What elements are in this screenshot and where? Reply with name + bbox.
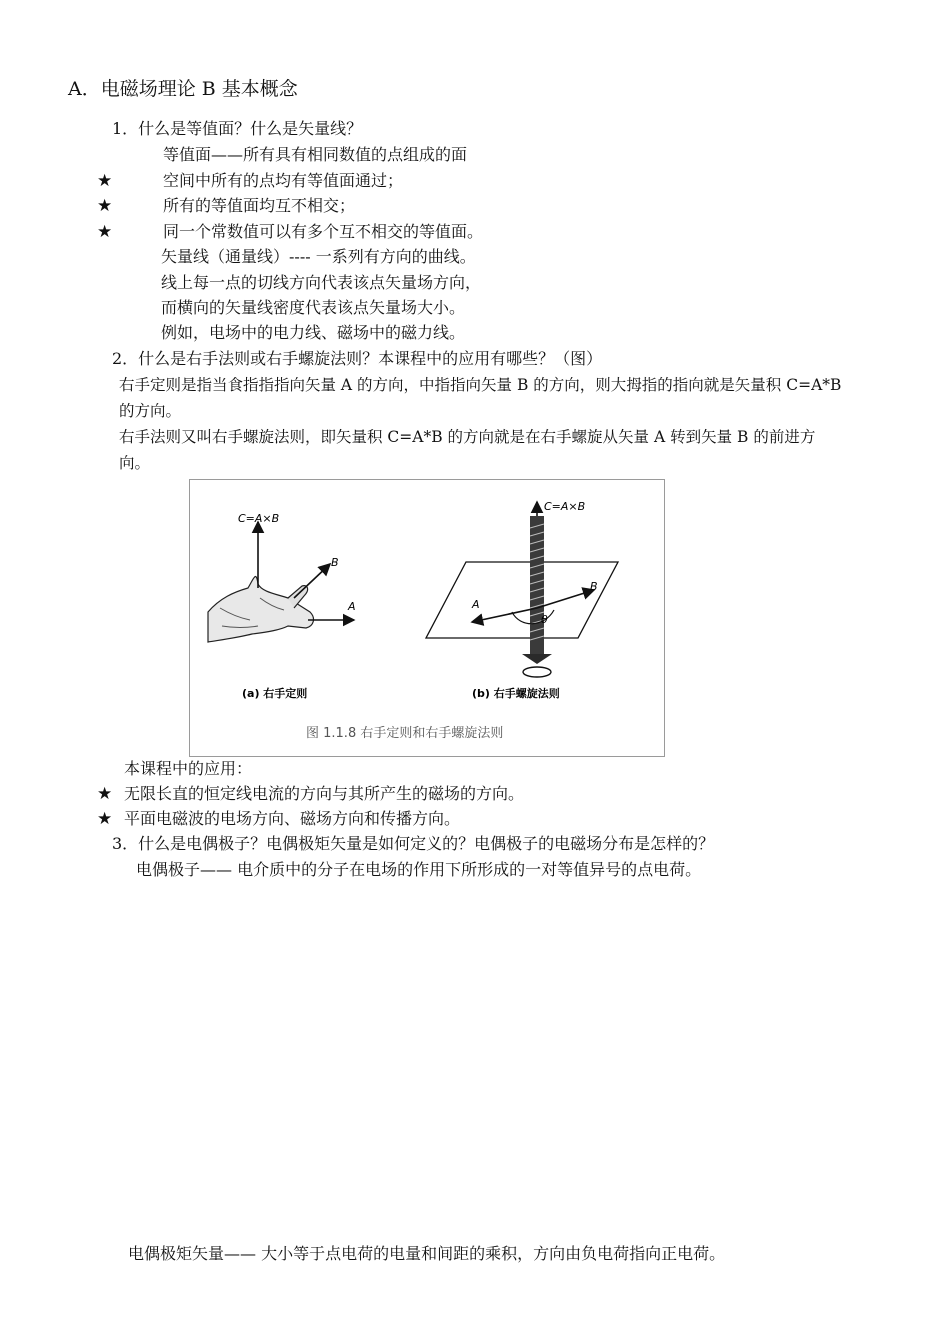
left-vector-b-arrow bbox=[294, 564, 330, 598]
left-caption: (a) 右手定则 bbox=[242, 687, 308, 700]
right-vector-b-arrow bbox=[537, 590, 594, 608]
application-1: 无限长直的恒定线电流的方向与其所产生的磁场的方向。 bbox=[124, 784, 525, 803]
right-label-theta: θ bbox=[541, 613, 548, 626]
right-label-b: B bbox=[590, 580, 598, 593]
star-icon: ★ bbox=[97, 222, 113, 242]
screw-shaft bbox=[530, 516, 544, 654]
plane-parallelogram bbox=[426, 562, 618, 638]
applications-title: 本课程中的应用： bbox=[124, 759, 253, 778]
star-icon: ★ bbox=[97, 171, 113, 191]
star-icon: ★ bbox=[97, 784, 113, 804]
question-2: 2．什么是右手法则或右手螺旋法则？本课程中的应用有哪些？（图） bbox=[112, 349, 603, 368]
isosurface-definition: 等值面——所有具有相同数值的点组成的面 bbox=[163, 145, 468, 164]
left-label-c: C=A×B bbox=[238, 512, 280, 525]
dipole-moment-definition: 电偶极矩矢量—— 大小等于点电荷的电量和间距的乘积，方向由负电荷指向正电荷。 bbox=[128, 1244, 726, 1263]
section-heading: A．电磁场理论 B 基本概念 bbox=[68, 78, 298, 100]
right-label-a: A bbox=[472, 598, 480, 611]
right-hand-rule-figure bbox=[189, 479, 665, 757]
application-2: 平面电磁波的电场方向、磁场方向和传播方向。 bbox=[124, 809, 461, 828]
hand-illustration bbox=[208, 576, 313, 642]
vector-line-example: 例如，电场中的电力线、磁场中的磁力线。 bbox=[161, 323, 466, 342]
left-label-b: B bbox=[331, 556, 339, 569]
figure-caption: 图 1.1.8 右手定则和右手螺旋法则 bbox=[306, 726, 504, 741]
rotation-arrow bbox=[523, 667, 551, 677]
right-label-c: C=A×B bbox=[544, 500, 586, 513]
dipole-definition: 电偶极子—— 电介质中的分子在电场的作用下所形成的一对等值异号的点电荷。 bbox=[136, 860, 702, 879]
right-vector-a-arrow bbox=[472, 608, 537, 622]
left-label-a: A bbox=[348, 600, 356, 613]
star-icon: ★ bbox=[97, 809, 113, 829]
right-hand-rule-paragraph: 右手定则是指当食指指指向矢量 A 的方向，中指指向矢量 B 的方向，则大拇指的指向就是矢量积 C=A*B 的方向。 bbox=[119, 376, 842, 420]
question-1: 1．什么是等值面？什么是矢量线？ bbox=[112, 119, 363, 138]
figure-drawing bbox=[190, 480, 664, 756]
right-caption: (b) 右手螺旋法则 bbox=[472, 687, 560, 700]
right-hand-screw-paragraph: 右手法则又叫右手螺旋法则，即矢量积 C=A*B 的方向就是在右手螺旋从矢量 A 转到矢量 B 的前进方向。 bbox=[119, 428, 816, 472]
question-3: 3．什么是电偶极子？电偶极矩矢量是如何定义的？电偶极子的电磁场分布是怎样的？ bbox=[112, 834, 715, 853]
isosurface-bullet-3: 同一个常数值可以有多个互不相交的等值面。 bbox=[163, 222, 484, 241]
screw-head bbox=[522, 654, 552, 664]
vector-line-detail-2: 而横向的矢量线密度代表该点矢量场大小。 bbox=[161, 298, 466, 317]
vector-line-definition: 矢量线（通量线）---- 一系列有方向的曲线。 bbox=[161, 247, 476, 266]
star-icon: ★ bbox=[97, 196, 113, 216]
vector-line-detail-1: 线上每一点的切线方向代表该点矢量场方向， bbox=[161, 273, 482, 292]
isosurface-bullet-1: 空间中所有的点均有等值面通过； bbox=[163, 171, 404, 190]
isosurface-bullet-2: 所有的等值面均互不相交； bbox=[163, 196, 356, 215]
